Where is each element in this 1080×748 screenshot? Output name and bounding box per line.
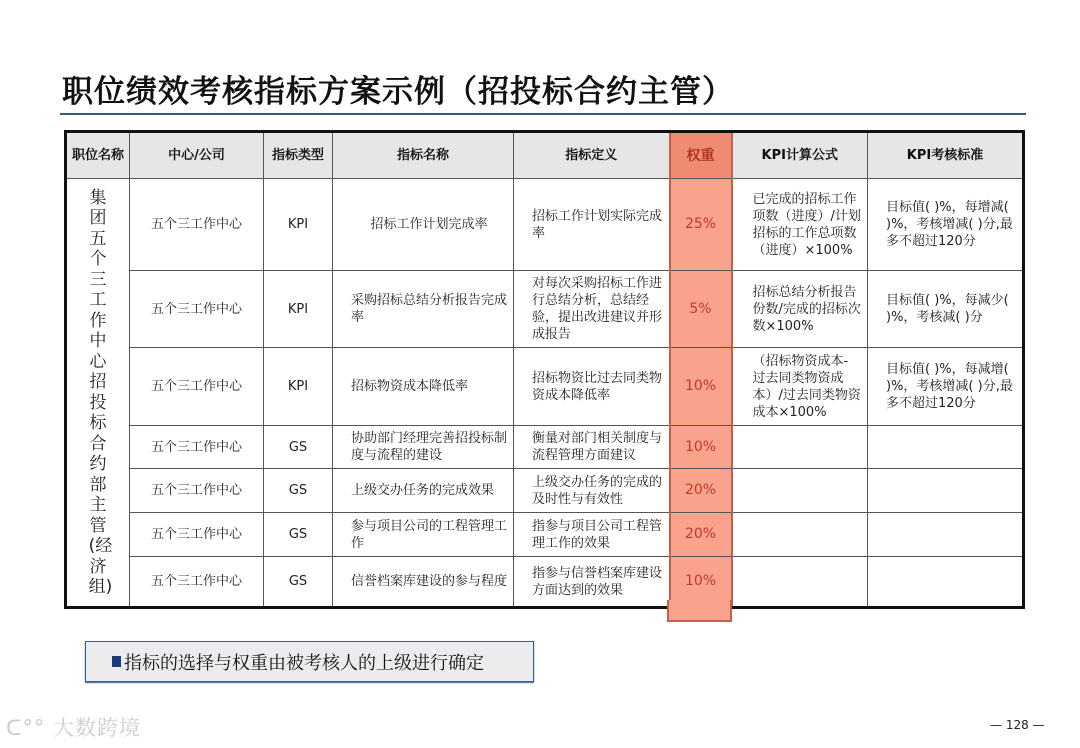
table-header-row	[66, 132, 1024, 179]
center-cell: 五个三工作中心	[130, 513, 264, 557]
indicator-name-cell: 招标工作计划完成率	[333, 179, 514, 271]
header-type: 指标类型	[264, 132, 333, 179]
formula-cell	[732, 557, 868, 608]
table-row	[66, 179, 1024, 271]
standard-cell: 目标值( )%，每减少( )%，考核减( )分	[868, 271, 1024, 348]
type-cell: GS	[264, 513, 333, 557]
weight-cell: 25%	[670, 179, 732, 271]
definition-cell: 招标工作计划实际完成率	[514, 179, 670, 271]
definition-cell: 招标物资比过去同类物资成本降低率	[514, 348, 670, 426]
indicator-name-cell: 参与项目公司的工程管理工作	[333, 513, 514, 557]
header-position: 职位名称	[66, 132, 130, 179]
table-row	[66, 348, 1024, 426]
header-center: 中心/公司	[130, 132, 264, 179]
bullet-square-icon	[112, 656, 121, 667]
indicator-name-cell: 上级交办任务的完成效果	[333, 469, 514, 513]
definition-cell: 指参与信誉档案库建设方面达到的效果	[514, 557, 670, 608]
header-definition: 指标定义	[514, 132, 670, 179]
definition-cell: 指参与项目公司工程管理工作的效果	[514, 513, 670, 557]
title-divider	[60, 113, 1026, 115]
standard-cell	[868, 513, 1024, 557]
center-cell: 五个三工作中心	[130, 426, 264, 469]
center-cell: 五个三工作中心	[130, 469, 264, 513]
page-number: — 128 —	[990, 718, 1045, 732]
note-text: 指标的选择与权重由被考核人的上级进行确定	[124, 652, 484, 674]
position-name	[66, 179, 130, 608]
formula-cell: （招标物资成本-过去同类物资成本）/过去同类物资成本×100%	[732, 348, 868, 426]
formula-cell	[732, 426, 868, 469]
type-cell: KPI	[264, 271, 333, 348]
weight-cell: 5%	[670, 271, 732, 348]
table-row	[66, 469, 1024, 513]
indicator-name-cell: 采购招标总结分析报告完成率	[333, 271, 514, 348]
weight-cell: 10%	[670, 426, 732, 469]
standard-cell: 目标值( )%，每增减( )%，考核增减( )分,最多不超过120分	[868, 179, 1024, 271]
center-cell: 五个三工作中心	[130, 271, 264, 348]
table-row	[66, 271, 1024, 348]
definition-cell: 上级交办任务的完成的及时性与有效性	[514, 469, 670, 513]
type-cell: KPI	[264, 179, 333, 271]
standard-cell	[868, 426, 1024, 469]
header-weight: 权重	[670, 132, 732, 179]
center-cell: 五个三工作中心	[130, 348, 264, 426]
header-formula: KPI计算公式	[732, 132, 868, 179]
type-cell: KPI	[264, 348, 333, 426]
header-name: 指标名称	[333, 132, 514, 179]
indicator-name-cell: 协助部门经理完善招投标制度与流程的建设	[333, 426, 514, 469]
formula-cell	[732, 513, 868, 557]
weight-cell: 10%	[670, 348, 732, 426]
standard-cell: 目标值( )%，每减增( )%，考核增减( )分,最多不超过120分	[868, 348, 1024, 426]
weight-cell: 10%	[670, 557, 732, 608]
formula-cell: 已完成的招标工作项数（进度）/计划招标的工作总项数（进度）×100%	[732, 179, 868, 271]
page-title: 职位绩效考核指标方案示例（招投标合约主管）	[62, 74, 734, 110]
table-row	[66, 557, 1024, 608]
weight-cell: 20%	[670, 513, 732, 557]
weight-cell: 20%	[670, 469, 732, 513]
standard-cell	[868, 469, 1024, 513]
kpi-table	[64, 130, 1025, 609]
center-cell: 五个三工作中心	[130, 179, 264, 271]
indicator-name-cell: 信誉档案库建设的参与程度	[333, 557, 514, 608]
header-standard: KPI考核标准	[868, 132, 1024, 179]
center-cell: 五个三工作中心	[130, 557, 264, 608]
type-cell: GS	[264, 469, 333, 513]
type-cell: GS	[264, 426, 333, 469]
definition-cell: 衡量对部门相关制度与流程管理方面建议	[514, 426, 670, 469]
formula-cell	[732, 469, 868, 513]
table-row	[66, 426, 1024, 469]
standard-cell	[868, 557, 1024, 608]
indicator-name-cell: 招标物资成本降低率	[333, 348, 514, 426]
table-row	[66, 513, 1024, 557]
note-box	[85, 641, 534, 682]
type-cell: GS	[264, 557, 333, 608]
formula-cell: 招标总结分析报告份数/完成的招标次数×100%	[732, 271, 868, 348]
definition-cell: 对每次采购招标工作进行总结分析，总结经验，提出改进建议并形成报告	[514, 271, 670, 348]
position-name-text: 集团五个三工作中心招投标合约部主管(经济组)	[88, 187, 113, 597]
weight-highlight	[667, 600, 732, 622]
watermark-logo: ᑕ°° 大数跨境	[6, 716, 142, 740]
